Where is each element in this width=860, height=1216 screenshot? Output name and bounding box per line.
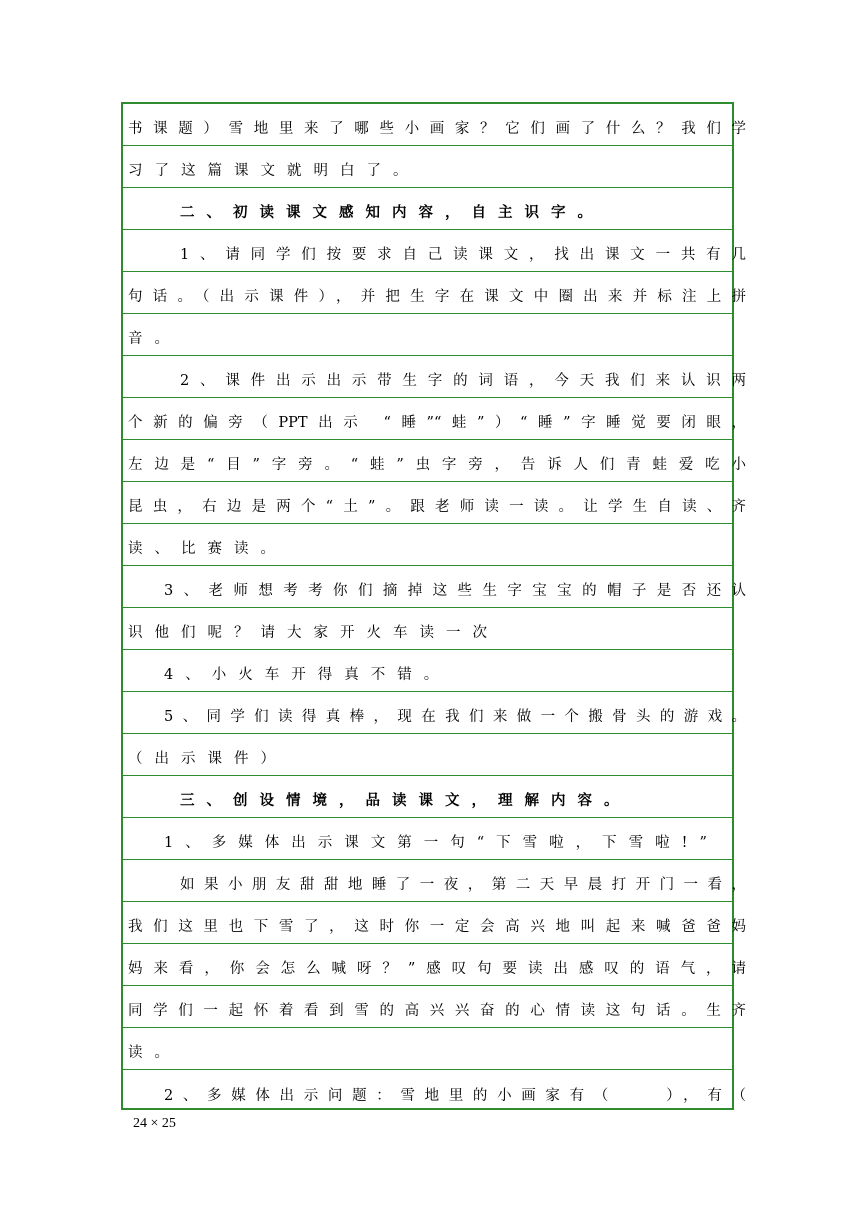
- grid-line: [123, 1028, 732, 1070]
- grid-line: [123, 104, 746, 146]
- grid-line: [123, 440, 746, 482]
- line-text: 我们这里也下雪了，这时你一定会高兴地叫起来喊爸爸妈: [128, 919, 746, 935]
- grid-line: [123, 188, 732, 230]
- grid-line: [123, 734, 732, 776]
- line-text: 5、同学们读得真棒，现在我们来做一个搬骨头的游戏。: [164, 709, 746, 725]
- grid-line: [123, 314, 732, 356]
- grid-line: [123, 566, 746, 608]
- grid-line: [123, 986, 746, 1028]
- grid-line: [123, 818, 732, 860]
- grid-line: [123, 356, 746, 398]
- grid-line: [123, 860, 746, 902]
- line-text: 妈来看，你会怎么喊呀？”感叹句要读出感叹的语气，请: [128, 961, 746, 977]
- grid-line: [123, 398, 746, 440]
- grid-line: [123, 692, 746, 734]
- line-text: 1、请同学们按要求自己读课文，找出课文一共有几: [180, 247, 746, 263]
- line-text: 2、多媒体出示问题：雪地里的小画家有（ ），有（: [164, 1088, 746, 1104]
- line-text: 左边是“目”字旁。“蛙”虫字旁，告诉人们青蛙爱吃小: [128, 457, 746, 473]
- line-text: 1、多媒体出示课文第一句“下雪啦，下雪啦!”: [164, 835, 719, 851]
- grid-paper: [121, 102, 746, 1110]
- line-text: 读、比赛读。: [128, 541, 287, 557]
- line-text: 三、创设情境，品读课文，理解内容。: [180, 792, 631, 809]
- line-text: 识他们呢？请大家开火车读一次: [128, 625, 499, 641]
- grid-line: [123, 272, 746, 314]
- line-text: 音。: [128, 331, 181, 347]
- line-text: 个新的偏旁（PPT出示 “睡”“蛙”）“睡”字睡觉要闭眼，: [128, 415, 746, 431]
- line-text: 书课题）雪地里来了哪些小画家？它们画了什么？我们学: [128, 121, 746, 137]
- grid-line: [123, 650, 732, 692]
- grid-line: [123, 524, 732, 566]
- line-text: （出示课件）: [128, 751, 287, 767]
- line-text: 昆虫，右边是两个“土”。跟老师读一读。让学生自读、齐: [128, 499, 746, 515]
- line-text: 习了这篇课文就明白了。: [128, 163, 420, 179]
- line-text: 如果小朋友甜甜地睡了一夜，第二天早晨打开门一看，: [180, 877, 746, 893]
- grid-line: [123, 230, 746, 272]
- line-text: 同学们一起怀着看到雪的高兴兴奋的心情读这句话。生齐: [128, 1003, 746, 1019]
- line-text: 二、初读课文感知内容，自主识字。: [180, 204, 604, 221]
- line-text: 4、小火车开得真不错。: [164, 667, 451, 683]
- grid-line: [123, 146, 732, 188]
- grid-line: [123, 944, 746, 986]
- line-text: 读。: [128, 1045, 181, 1061]
- line-text: 3、老师想考考你们摘掉这些生字宝宝的帽子是否还认: [164, 583, 746, 599]
- grid-line: [123, 902, 746, 944]
- grid-line: [123, 1070, 746, 1112]
- line-text: 2、课件出示出示带生字的词语，今天我们来认识两: [180, 373, 746, 389]
- grid-line: [123, 608, 732, 650]
- page-footer: 24 × 25: [133, 1116, 176, 1131]
- grid-line: [123, 482, 746, 524]
- line-text: 句话。（出示课件），并把生字在课文中圈出来并标注上拼: [128, 289, 746, 305]
- grid-line: [123, 776, 732, 818]
